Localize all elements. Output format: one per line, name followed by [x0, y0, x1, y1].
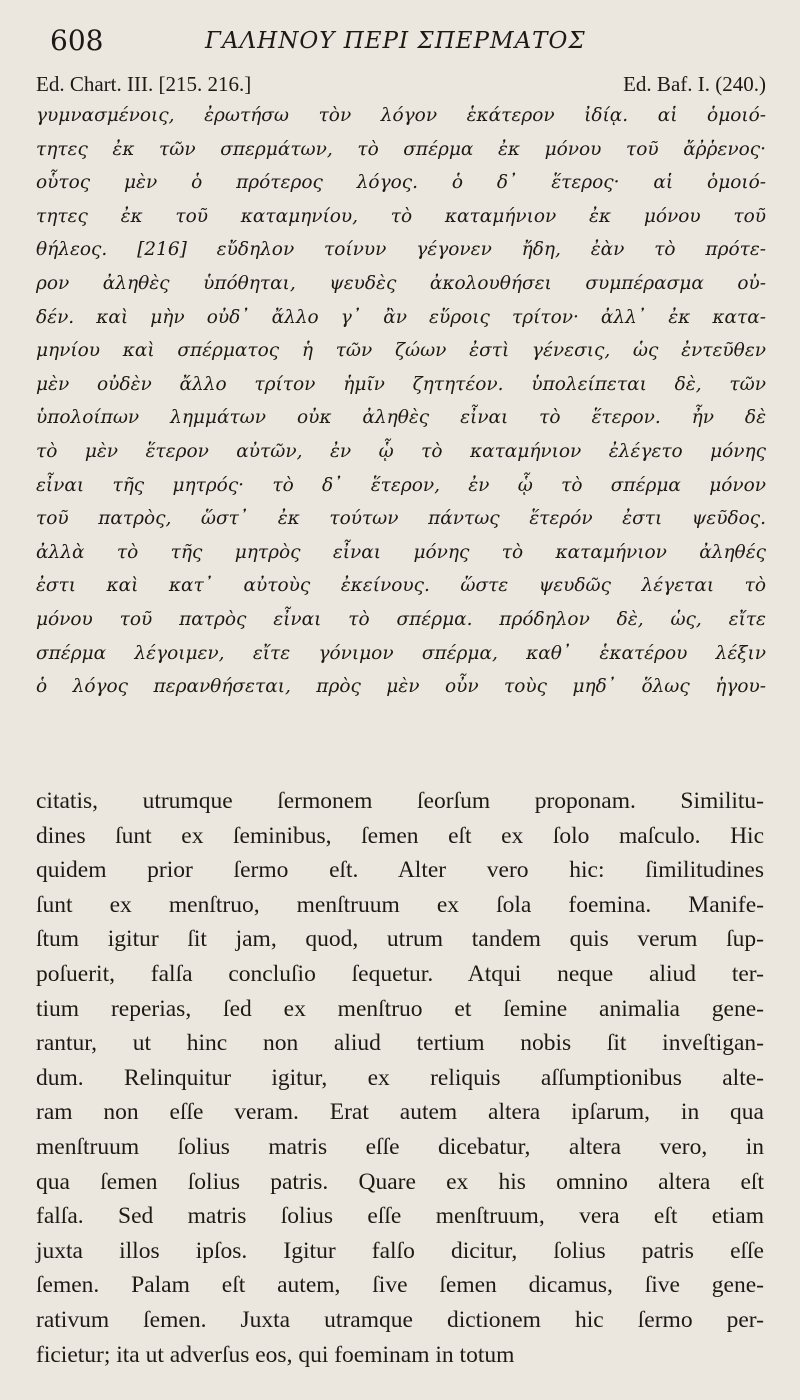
latin-text-line: qua ſemen ſolius patris. Quare ex his omnino altera eſt [36, 1168, 764, 1195]
latin-text-line: ſunt ex menſtruo, menſtruum ex ſola foemina. Manife- [36, 891, 764, 918]
greek-text-line: γυμνασμένοις, ἐρωτήσω τὸν λόγον ἑκάτερον ἰδίᾳ. αἱ ὁμοιό- [36, 105, 766, 126]
greek-text-line: σπέρμα λέγοιμεν, εἴτε γόνιμον σπέρμα, καθ᾽ ἑκατέρου λέξιν [36, 642, 766, 664]
latin-text-block [36, 784, 764, 1372]
latin-text-line: rativum ſemen. Juxta utramque dictionem hic ſermo per- [36, 1306, 764, 1333]
greek-text-line: δέν. καὶ μὴν οὐδ᾽ ἄλλο γ᾽ ἂν εὕροις τρίτον· ἀλλ᾽ ἐκ κατα- [36, 306, 766, 328]
latin-text-line: poſuerit, falſa concluſio ſequetur. Atqui neque aliud ter- [36, 960, 764, 987]
running-title: ΓΑΛΗΝΟΥ ΠΕΡΙ ΣΠΕΡΜΑΤΟΣ [205, 28, 586, 54]
latin-text-line: ſtum igitur ſit jam, quod, utrum tandem quis verum ſup- [36, 926, 764, 953]
latin-text-line: menſtruum ſolius matris eſſe dicebatur, altera vero, in [36, 1133, 764, 1160]
greek-text-line: τητες ἐκ τοῦ καταμηνίου, τὸ καταμήνιον ἐκ μόνου τοῦ [36, 205, 766, 227]
greek-text-line: μηνίου καὶ σπέρματος ἡ τῶν ζώων ἐστὶ γένεσις, ὡς ἐντεῦθεν [36, 340, 766, 362]
greek-text-line: τητες ἐκ τῶν σπερμάτων, τὸ σπέρμα ἐκ μόνου τοῦ ἄῤῥενος· [36, 138, 766, 160]
latin-text-line: juxta illos ipſos. Igitur falſo dicitur, ſolius patris eſſe [36, 1237, 764, 1264]
latin-text-line: tium reperias, ſed ex menſtruo et ſemine animalia gene- [36, 995, 764, 1022]
greek-text-block [36, 99, 766, 704]
latin-text-line: dines ſunt ex ſeminibus, ſemen eſt ex ſolo maſculo. Hic [36, 822, 764, 849]
greek-text-line: εἶναι τῆς μητρός· τὸ δ᾽ ἕτερον, ἐν ᾧ τὸ σπέρμα μόνον [36, 474, 766, 496]
latin-text-line: rantur, ut hinc non aliud tertium nobis ſit inveſtigan- [36, 1030, 764, 1057]
greek-text-line: ρον ἀληθὲς ὑπόθηται, ψευδὲς ἀκολουθήσει συμπέρασμα οὐ- [36, 272, 766, 294]
latin-text-line: ram non eſſe veram. Erat autem altera ipſarum, in qua [36, 1099, 764, 1126]
latin-text-line: ſemen. Palam eſt autem, ſive ſemen dicamus, ſive gene- [36, 1272, 764, 1299]
latin-text-line: falſa. Sed matris ſolius eſſe menſtruum, vera eſt etiam [36, 1203, 764, 1230]
greek-text-line: ὑπολοίπων λημμάτων οὐκ ἀληθὲς εἶναι τὸ ἕτερον. ἦν δὲ [36, 407, 766, 429]
greek-text-line: οὗτος μὲν ὁ πρότερος λόγος. ὁ δ᾽ ἕτερος· αἱ ὁμοιό- [36, 172, 766, 194]
greek-text-line: θήλεος. [216] εὔδηλον τοίνυν γέγονεν ἤδη, ἐὰν τὸ πρότε- [36, 239, 766, 261]
greek-text-line: μὲν οὐδὲν ἄλλο τρίτον ἡμῖν ζητητέον. ὑπολείπεται δὲ, τῶν [36, 373, 766, 395]
edition-reference-right: Ed. Baf. I. (240.) [623, 72, 766, 96]
latin-text-line: ficietur; ita ut adverſus eos, qui foeminam in totum [36, 1341, 515, 1368]
edition-reference-left: Ed. Chart. III. [215. 216.] [36, 72, 252, 96]
greek-text-line: τοῦ πατρὸς, ὥστ᾽ ἐκ τούτων πάντως ἕτερόν ἐστι ψεῦδος. [36, 508, 766, 530]
greek-text-line: ἀλλὰ τὸ τῆς μητρὸς εἶναι μόνης τὸ καταμήνιον ἀληθές [36, 541, 766, 563]
greek-text-line: τὸ μὲν ἕτερον αὐτῶν, ἐν ᾧ τὸ καταμήνιον ἐλέγετο μόνης [36, 440, 766, 462]
latin-text-line: citatis, utrumque ſermonem ſeorſum proponam. Similitu- [36, 788, 764, 814]
greek-text-line: ἐστι καὶ κατ᾽ αὐτοὺς ἐκείνους. ὥστε ψευδῶς λέγεται τὸ [36, 575, 766, 597]
greek-text-line: μόνου τοῦ πατρὸς εἶναι τὸ σπέρμα. πρόδηλον δὲ, ὡς, εἴτε [36, 608, 766, 630]
page-number: 608 [50, 24, 104, 57]
latin-text-line: quidem prior ſermo eſt. Alter vero hic: ſimilitudines [36, 857, 764, 884]
greek-text-line: ὁ λόγος περανθήσεται, πρὸς μὲν οὖν τοὺς μηδ᾽ ὅλως ἡγου- [36, 676, 766, 698]
page-header [0, 0, 800, 110]
latin-text-line: dum. Relinquitur igitur, ex reliquis aſſumptionibus alte- [36, 1064, 764, 1091]
